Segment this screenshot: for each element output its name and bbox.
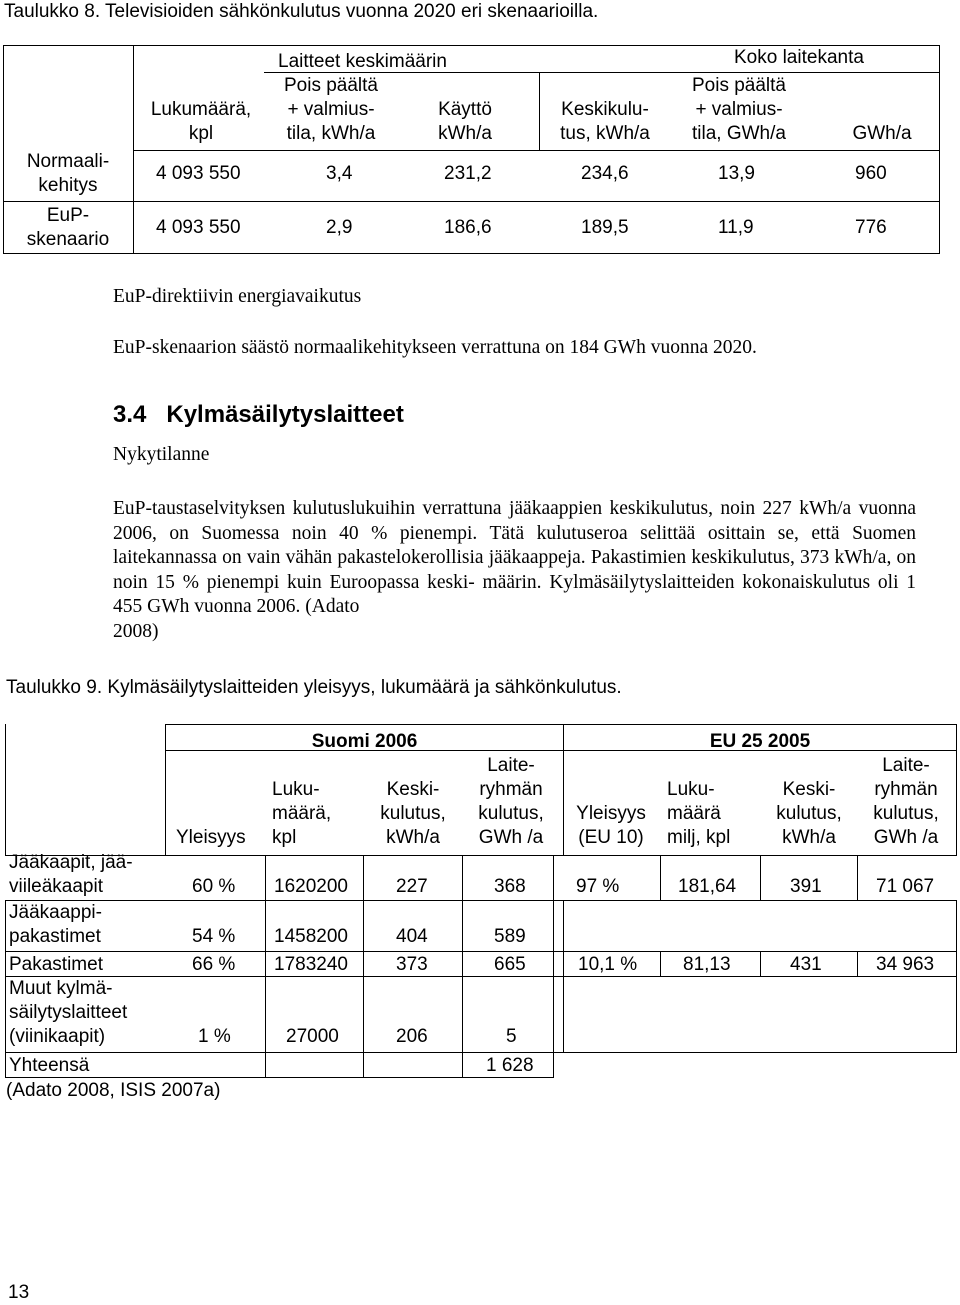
- col-header-keskikulutus-eu: Keski- kulutus, kWh/a: [776, 779, 842, 848]
- section-heading: [113, 400, 404, 430]
- col-header-laiteryhman-kulutus-eu: Laite- ryhmän kulutus, GWh /a: [873, 755, 939, 848]
- body-paragraph: EuP-taustaselvityksen kulutuslukuihin verrattuna jääkaappien keskikulutus, noin 227 kWh/a vuonna 2006, on Suomessa noin 40 % pienempi. Tätä kulutuseroa selittää osittain se, että Suomen laitekannassa on vain vähän pakastelokerollisia jääkaappeja. Pakastimien keskikulutus, 373 kWh/a, on noin 15 % pienempi kuin Euroopassa keski- määrin. Kylmäsäilytyslaitteiden kokonaiskulutus oli 1 455 GWh vuonna 2006. (Adato 2008): [113, 498, 917, 642]
- col-header-lukumaara: Luku- määrä, kpl: [272, 779, 332, 848]
- group-header-eu: EU 25 2005: [709, 731, 811, 752]
- eup-paragraph: EuP-skenaarion säästö normaalikehitykseen verrattuna on 184 GWh vuonna 2020.: [113, 337, 757, 358]
- group-header-avg: Laitteet keskimäärin: [278, 51, 447, 72]
- col-header-keskikulutus: Keskikulu- tus, kWh/a: [560, 99, 650, 144]
- subheading: Nykytilanne: [113, 444, 210, 465]
- col-header-yleisyys: Yleisyys: [176, 827, 246, 848]
- section-number: 3.4: [113, 401, 147, 428]
- table9-caption: Taulukko 9. Kylmäsäilytyslaitteiden yleisyys, lukumäärä ja sähkönkulutus.: [6, 677, 622, 698]
- row-label: Pakastimet: [9, 954, 103, 975]
- row-label-eup: EuP- skenaario: [26, 205, 110, 250]
- eup-heading: EuP-direktiivin energiavaikutus: [113, 286, 362, 307]
- row-label: Jääkaappi- pakastimet: [9, 902, 102, 947]
- col-header-keskikulutus: Keski- kulutus, kWh/a: [380, 779, 446, 848]
- group-header-suomi: Suomi 2006: [311, 731, 418, 752]
- row-label-normaali: Normaali- kehitys: [26, 151, 110, 196]
- col-header-lukumaara: Lukumäärä, kpl: [150, 99, 252, 144]
- col-header-kaytto: Käyttö kWh/a: [438, 99, 492, 144]
- col-header-lukumaara-eu: Luku- määrä milj, kpl: [667, 779, 731, 848]
- col-header-yleisyys-eu: Yleisyys (EU 10): [576, 803, 646, 848]
- row-label: Muut kylmä- säilytyslaitteet (viinikaapit): [9, 978, 128, 1047]
- table9-source: (Adato 2008, ISIS 2007a): [6, 1080, 221, 1101]
- col-header-pois-paalta-gwh: Pois päältä + valmius- tila, GWh/a: [691, 75, 786, 144]
- row-label: Yhteensä: [9, 1055, 90, 1076]
- page-number: 13: [8, 1282, 30, 1303]
- section-title: Kylmäsäilytyslaitteet: [166, 401, 404, 428]
- group-header-total: Koko laitekanta: [734, 47, 864, 68]
- row-label: Jääkaapit, jää- viileäkaapit: [9, 852, 133, 897]
- col-header-laiteryhman-kulutus: Laite- ryhmän kulutus, GWh /a: [478, 755, 544, 848]
- table8-caption: Taulukko 8. Televisioiden sähkönkulutus vuonna 2020 eri skenaarioilla.: [4, 1, 599, 22]
- col-header-pois-paalta-kwh: Pois päältä + valmius- tila, kWh/a: [283, 75, 378, 144]
- col-header-gwh: GWh/a: [852, 123, 912, 144]
